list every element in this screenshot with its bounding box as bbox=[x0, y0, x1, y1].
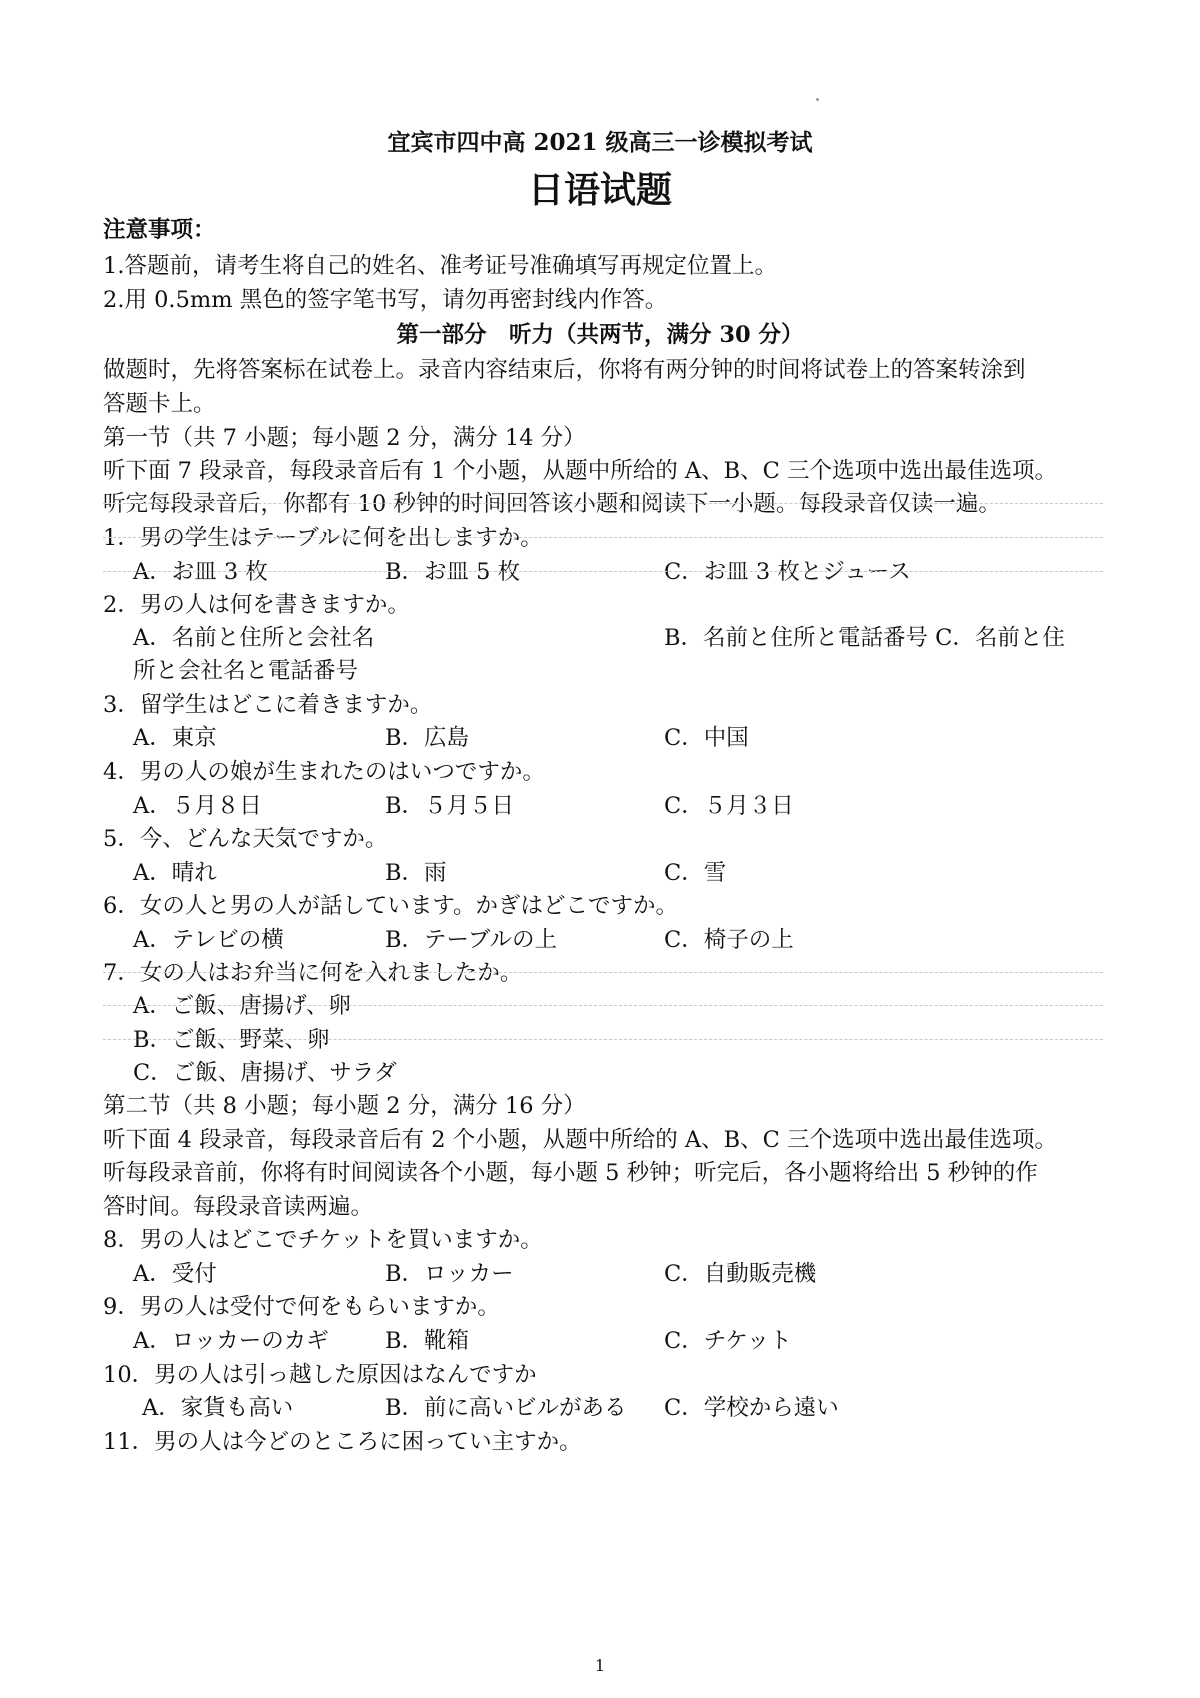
notice-item-2: 2.用 0.5mm 黑色的签字笔书写，请勿再密封线内作答。 bbox=[103, 287, 668, 313]
question-3: 3．留学生はどこに着きますか。 bbox=[103, 692, 433, 718]
scan-dot bbox=[816, 98, 819, 101]
question-9-option-a: A．ロッカーのカギ bbox=[133, 1328, 329, 1354]
dashed-divider bbox=[103, 1039, 1103, 1040]
section1-instruction-line1: 听下面 7 段录音，每段录音后有 1 个小题，从题中所给的 A、B、C 三个选项中选出最佳选项。 bbox=[103, 458, 1058, 484]
question-1-option-c: C．お皿 3 枚とジュース bbox=[664, 559, 911, 585]
question-4-option-c: C．５月３日 bbox=[664, 793, 794, 819]
question-6: 6．女の人と男の人が話しています。かぎはどこですか。 bbox=[103, 893, 679, 919]
question-7-option-a: A．ご飯、唐揚げ、卵 bbox=[133, 993, 351, 1019]
question-2: 2．男の人は何を書きますか。 bbox=[103, 592, 410, 618]
question-1: 1．男の学生はテーブルに何を出しますか。 bbox=[103, 525, 543, 551]
section1-instruction-line2: 听完每段录音后，你都有 10 秒钟的时间回答该小题和阅读下一小题。每段录音仅读一遍。 bbox=[103, 491, 1001, 517]
dashed-divider bbox=[103, 537, 1103, 538]
section2-instruction-line1: 听下面 4 段录音，每段录音后有 2 个小题，从题中所给的 A、B、C 三个选项中选出最佳选项。 bbox=[103, 1127, 1058, 1153]
question-8: 8．男の人はどこでチケットを買いますか。 bbox=[103, 1227, 543, 1253]
question-8-option-b: B．ロッカー bbox=[385, 1261, 514, 1287]
question-2-option-c-continued: 所と会社名と電話番号 bbox=[133, 658, 359, 684]
question-8-option-a: A．受付 bbox=[133, 1261, 217, 1287]
question-2-option-b: B．名前と住所と電話番号 C．名前と住 bbox=[664, 625, 1065, 651]
question-11: 11．男の人は今どのところに困ってい主すか。 bbox=[103, 1429, 582, 1455]
dashed-divider bbox=[103, 503, 1103, 504]
question-10-option-b: B．前に高いビルがある bbox=[385, 1395, 627, 1421]
exam-subtitle: 宜宾市四中高 2021 级高三一诊模拟考试 bbox=[387, 129, 813, 156]
question-9-option-b: B．靴箱 bbox=[385, 1328, 470, 1354]
section2-instruction-line3: 答时间。每段录音读两遍。 bbox=[103, 1194, 374, 1220]
dashed-divider bbox=[103, 571, 1103, 572]
question-2-option-a: A．名前と住所と会社名 bbox=[133, 625, 375, 651]
page-number: 1 bbox=[594, 1656, 606, 1675]
question-5: 5．今、どんな天気ですか。 bbox=[103, 826, 388, 852]
question-1-option-b: B．お皿 5 枚 bbox=[385, 559, 521, 585]
notice-item-1: 1.答题前，请考生将自己的姓名、准考证号准确填写再规定位置上。 bbox=[103, 253, 777, 279]
question-5-option-c: C．雪 bbox=[664, 860, 727, 886]
question-6-option-a: A．テレビの横 bbox=[133, 927, 284, 953]
part1-intro-line1: 做题时，先将答案标在试卷上。录音内容结束后，你将有两分钟的时间将试卷上的答案转涂到 bbox=[103, 357, 1026, 383]
section1-heading: 第一节（共 7 小题；每小题 2 分，满分 14 分） bbox=[103, 425, 586, 451]
question-9-option-c: C．チケット bbox=[664, 1328, 792, 1354]
exam-title: 日语试题 bbox=[527, 169, 672, 211]
question-10-option-c: C．学校から遠い bbox=[664, 1395, 839, 1421]
notice-heading: 注意事项： bbox=[103, 217, 216, 243]
question-1-option-a: A．お皿 3 枚 bbox=[133, 559, 268, 585]
question-7-option-b: B．ご飯、野菜、卵 bbox=[133, 1027, 330, 1053]
question-3-option-c: C．中国 bbox=[664, 725, 749, 751]
dashed-divider bbox=[103, 972, 1103, 973]
question-4-option-b: B．５月５日 bbox=[385, 793, 515, 819]
dashed-divider bbox=[103, 1005, 1103, 1006]
part1-heading: 第一部分 听力（共两节，满分 30 分） bbox=[396, 322, 804, 348]
question-10: 10．男の人は引っ越した原因はなんですか bbox=[103, 1362, 537, 1388]
section2-heading: 第二节（共 8 小题；每小题 2 分，满分 16 分） bbox=[103, 1093, 586, 1119]
question-4-option-a: A．５月８日 bbox=[133, 793, 262, 819]
question-3-option-a: A．東京 bbox=[133, 725, 217, 751]
question-7-option-c: C．ご飯、唐揚げ、サラダ bbox=[133, 1060, 397, 1086]
question-5-option-b: B．雨 bbox=[385, 860, 447, 886]
question-9: 9．男の人は受付で何をもらいますか。 bbox=[103, 1294, 500, 1320]
part1-intro-line2: 答题卡上。 bbox=[103, 391, 216, 417]
section2-instruction-line2: 听每段录音前，你将有时间阅读各个小题，每小题 5 秒钟；听完后，各小题将给出 5 秒钟的作 bbox=[103, 1160, 1038, 1186]
question-7: 7．女の人はお弁当に何を入れましたか。 bbox=[103, 960, 523, 986]
question-4: 4．男の人の娘が生まれたのはいつですか。 bbox=[103, 759, 545, 785]
question-8-option-c: C．自動販売機 bbox=[664, 1261, 817, 1287]
question-3-option-b: B．広島 bbox=[385, 725, 470, 751]
question-10-option-a: A．家貨も高い bbox=[142, 1395, 294, 1421]
question-6-option-c: C．椅子の上 bbox=[664, 927, 794, 953]
question-5-option-a: A．晴れ bbox=[133, 860, 217, 886]
question-6-option-b: B．テーブルの上 bbox=[385, 927, 558, 953]
